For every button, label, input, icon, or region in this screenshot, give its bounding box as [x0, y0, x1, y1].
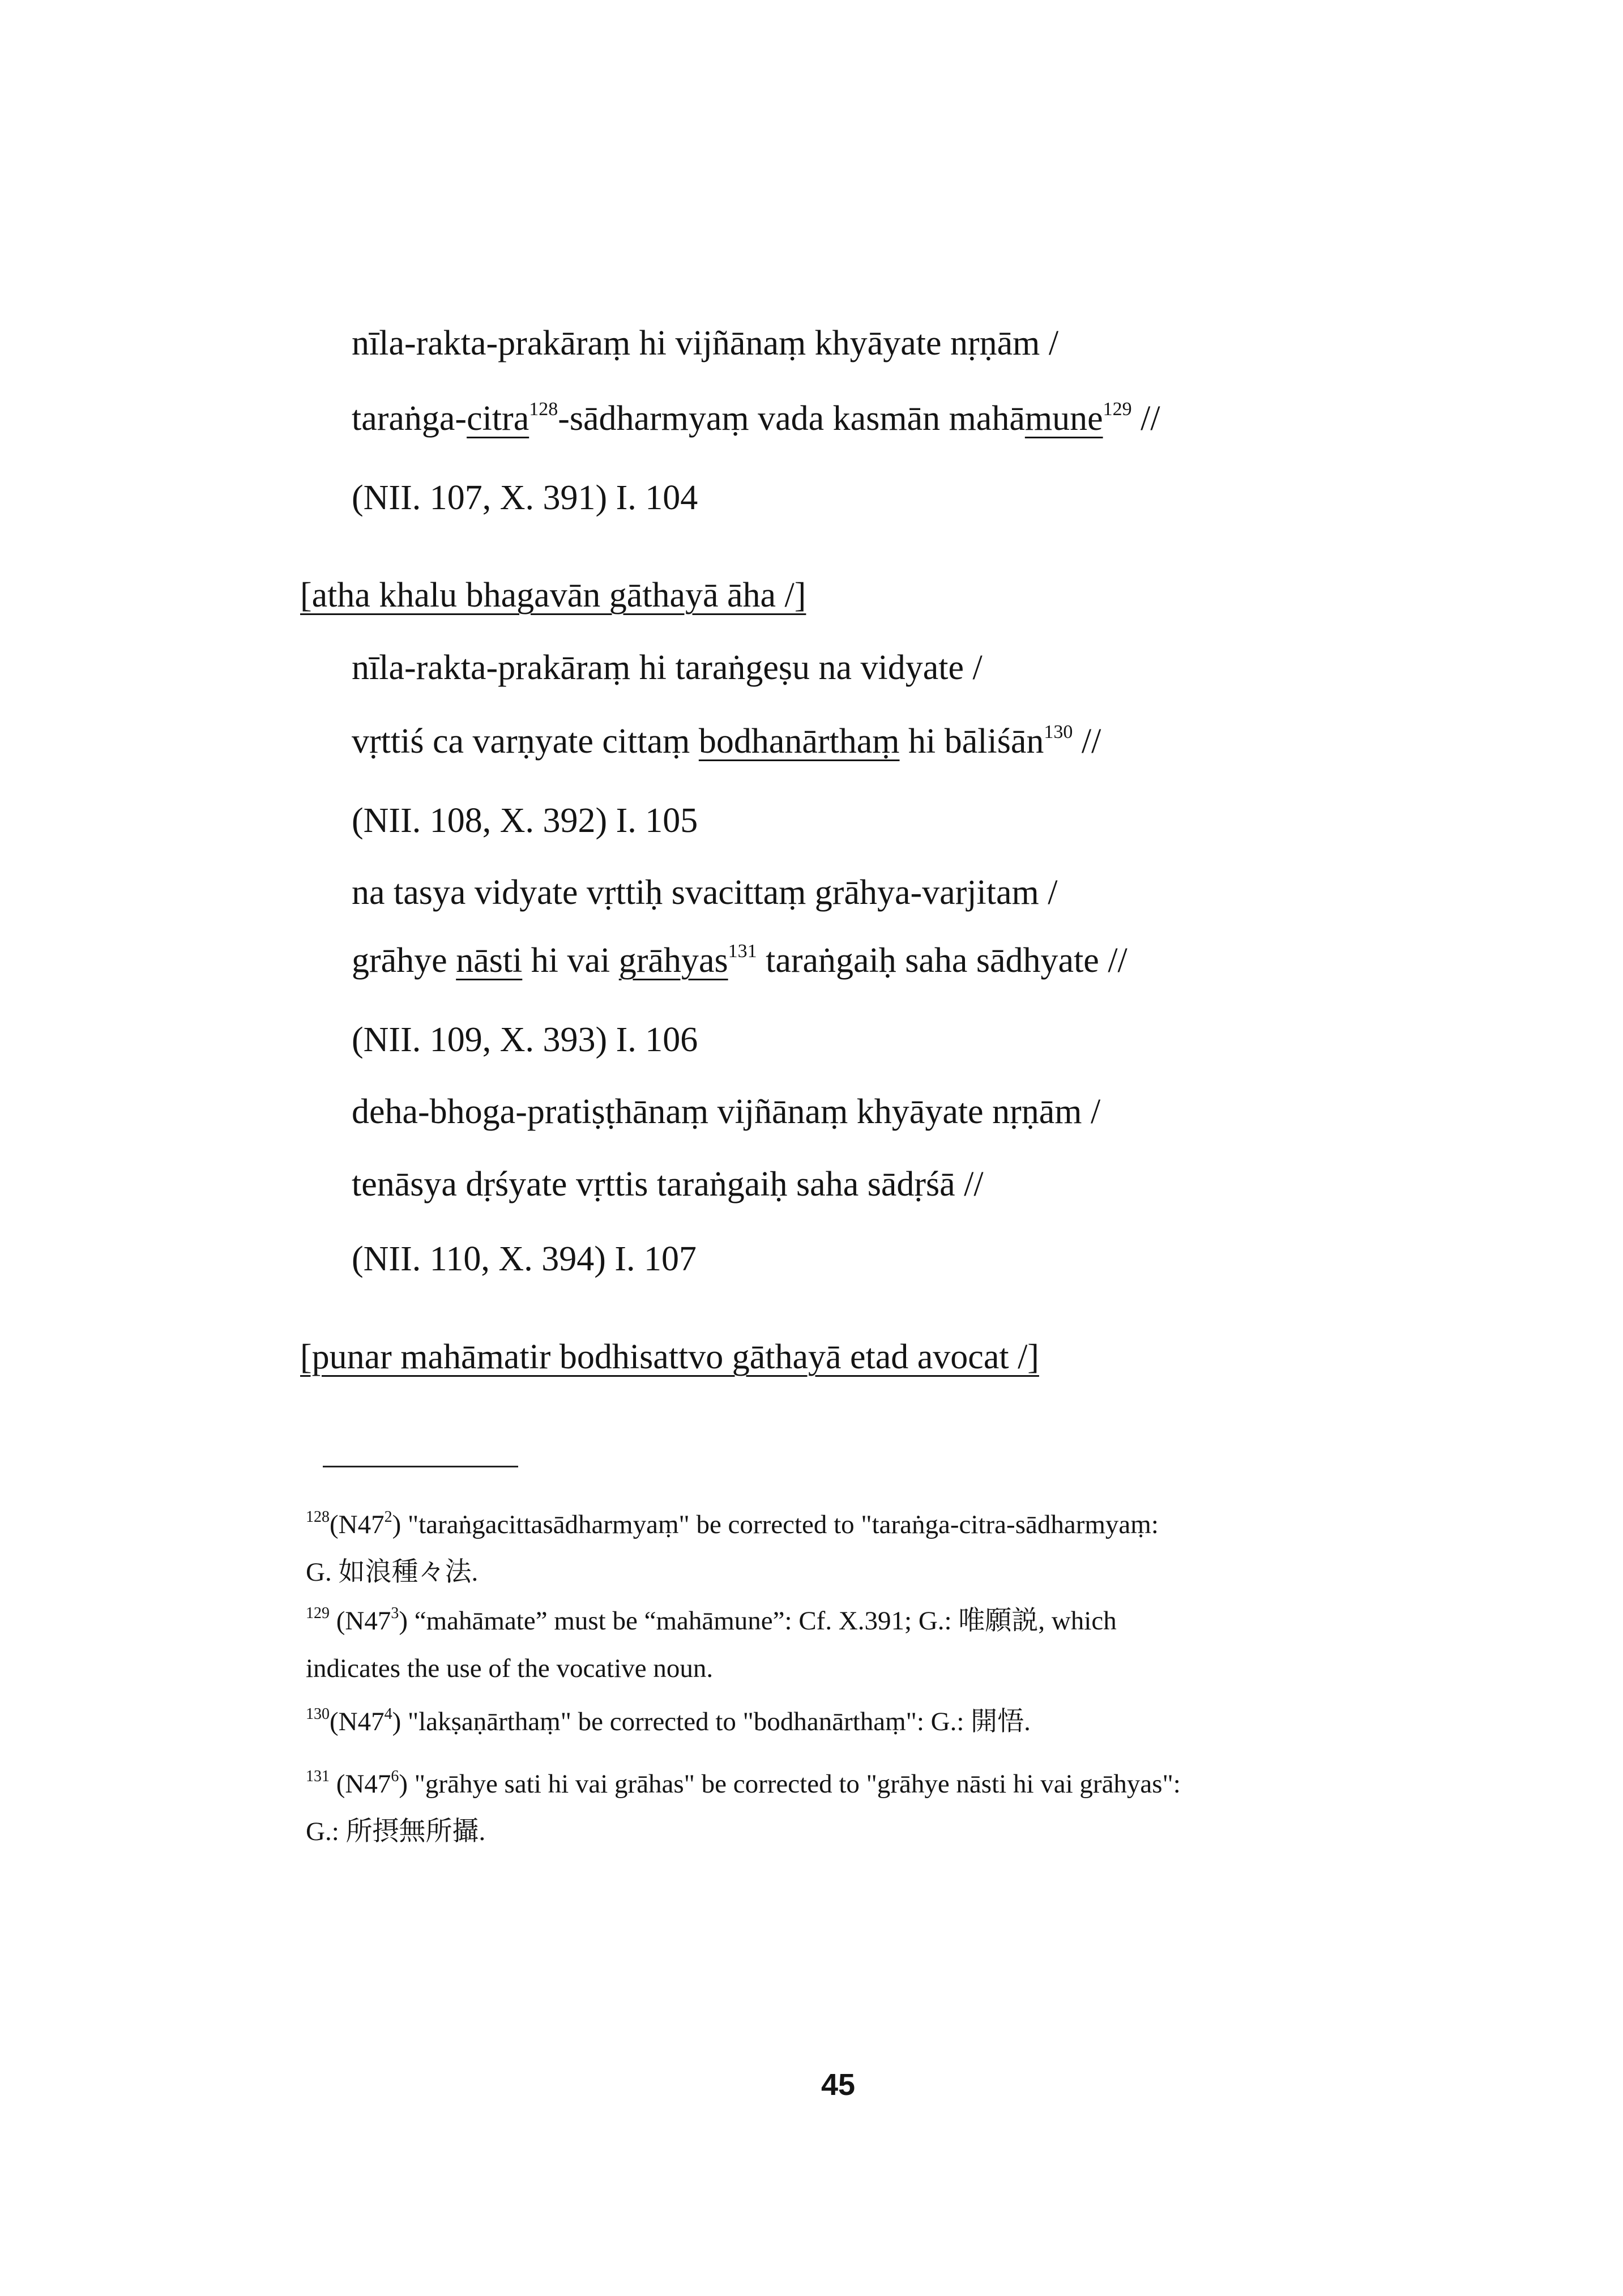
footnote-text: ) “mahāmate” must be “mahāmune”: Cf. X.391; G.: 唯願説, which — [399, 1606, 1117, 1636]
footnote-text: indicates the use of the vocative noun. — [306, 1654, 714, 1683]
footnote-text: (N47 — [330, 1606, 391, 1636]
footnote-128 — [306, 1501, 1382, 1596]
verse-ref-3 — [352, 1022, 698, 1057]
footnote-number: 129 — [306, 1604, 330, 1622]
bracket-line-2 — [300, 1339, 1039, 1375]
footnote-ref-128[interactable]: 128 — [529, 399, 558, 420]
bracket-line-1 — [300, 578, 806, 613]
verse-ref-4 — [352, 1241, 697, 1277]
narrative-text: [atha khalu bhagavān gāthayā āha /] — [300, 576, 806, 614]
verse-line-5 — [352, 724, 1101, 759]
footnote-ref-131[interactable]: 131 — [728, 941, 757, 962]
verse-text: tenāsya dṛśyate vṛttis taraṅgaiḥ saha sādṛśā // — [352, 1165, 984, 1204]
footnote-131 — [306, 1760, 1382, 1855]
verse-text: grāhye — [352, 941, 456, 980]
underlined-word: citra — [467, 399, 529, 438]
footnote-number: 128 — [306, 1508, 330, 1526]
verse-text: -sādharmyaṃ vada kasmān mahā — [558, 399, 1025, 438]
footnote-sup: 4 — [384, 1705, 392, 1723]
footnote-text: G.: 所摂無所攝. — [306, 1817, 486, 1846]
verse-line-8 — [352, 943, 1127, 978]
verse-text: na tasya vidyate vṛttiḥ svacittaṃ grāhya-varjitam / — [352, 873, 1058, 912]
underlined-word: grāhyas — [618, 941, 728, 980]
footnote-sup: 2 — [384, 1508, 392, 1526]
page-number: 45 — [821, 2068, 856, 2102]
verse-ref-1 — [352, 480, 698, 515]
verse-line-11 — [352, 1167, 984, 1202]
footnote-129 — [306, 1597, 1382, 1692]
reference-text: (NII. 109, X. 393) I. 106 — [352, 1021, 698, 1059]
verse-text: taraṅga- — [352, 399, 467, 438]
verse-text: hi vai — [522, 941, 619, 980]
verse-text: nīla-rakta-prakāraṃ hi vijñānaṃ khyāyate nṛṇām / — [352, 324, 1059, 362]
verse-line-4 — [352, 650, 983, 685]
footnote-number: 130 — [306, 1705, 330, 1723]
verse-text: taraṅgaiḥ saha sādhyate // — [757, 941, 1127, 980]
verse-text: // — [1073, 722, 1101, 761]
footnote-sup: 3 — [391, 1604, 399, 1622]
verse-text: // — [1131, 399, 1160, 438]
verse-line-10 — [352, 1094, 1100, 1129]
verse-line-2 — [352, 401, 1160, 436]
underlined-word: bodhanārthaṃ — [698, 722, 900, 761]
footnote-number: 131 — [306, 1768, 330, 1785]
reference-text: (NII. 110, X. 394) I. 107 — [352, 1240, 697, 1278]
underlined-word: nāsti — [456, 941, 523, 980]
reference-text: (NII. 107, X. 391) I. 104 — [352, 479, 698, 517]
verse-text: deha-bhoga-pratiṣṭhānaṃ vijñānaṃ khyāyate nṛṇām / — [352, 1092, 1101, 1131]
footnote-text: G. 如浪種々法. — [306, 1557, 479, 1587]
verse-text: hi bāliśān — [899, 722, 1044, 761]
footnote-ref-130[interactable]: 130 — [1044, 722, 1073, 742]
footnote-text: (N47 — [330, 1510, 385, 1539]
footnote-text: (N47 — [330, 1707, 385, 1736]
footnote-text: (N47 — [330, 1769, 391, 1799]
footnote-text: ) "taraṅgacittasādharmyaṃ" be corrected to "taraṅga-citra-sādharmyaṃ: — [392, 1510, 1159, 1539]
footnote-text: ) "lakṣaṇārthaṃ" be corrected to "bodhanārthaṃ": G.: 開悟. — [392, 1707, 1031, 1736]
footnote-ref-129[interactable]: 129 — [1103, 399, 1132, 420]
underlined-word: mune — [1024, 399, 1103, 438]
footnote-sup: 6 — [391, 1768, 399, 1785]
verse-text: nīla-rakta-prakāraṃ hi taraṅgeṣu na vidyate / — [352, 648, 983, 687]
footnote-text: ) "grāhye sati hi vai grāhas" be corrected to "grāhye nāsti hi vai grāhyas": — [399, 1769, 1181, 1799]
narrative-text: [punar mahāmatir bodhisattvo gāthayā etad avocat /] — [300, 1338, 1039, 1376]
verse-ref-2 — [352, 803, 698, 838]
reference-text: (NII. 108, X. 392) I. 105 — [352, 801, 698, 840]
footnote-130 — [306, 1698, 1382, 1746]
verse-line-1 — [352, 326, 1058, 361]
verse-line-7 — [352, 875, 1057, 910]
footnote-separator — [323, 1466, 518, 1467]
verse-text: vṛttiś ca varṇyate cittaṃ — [352, 722, 699, 761]
